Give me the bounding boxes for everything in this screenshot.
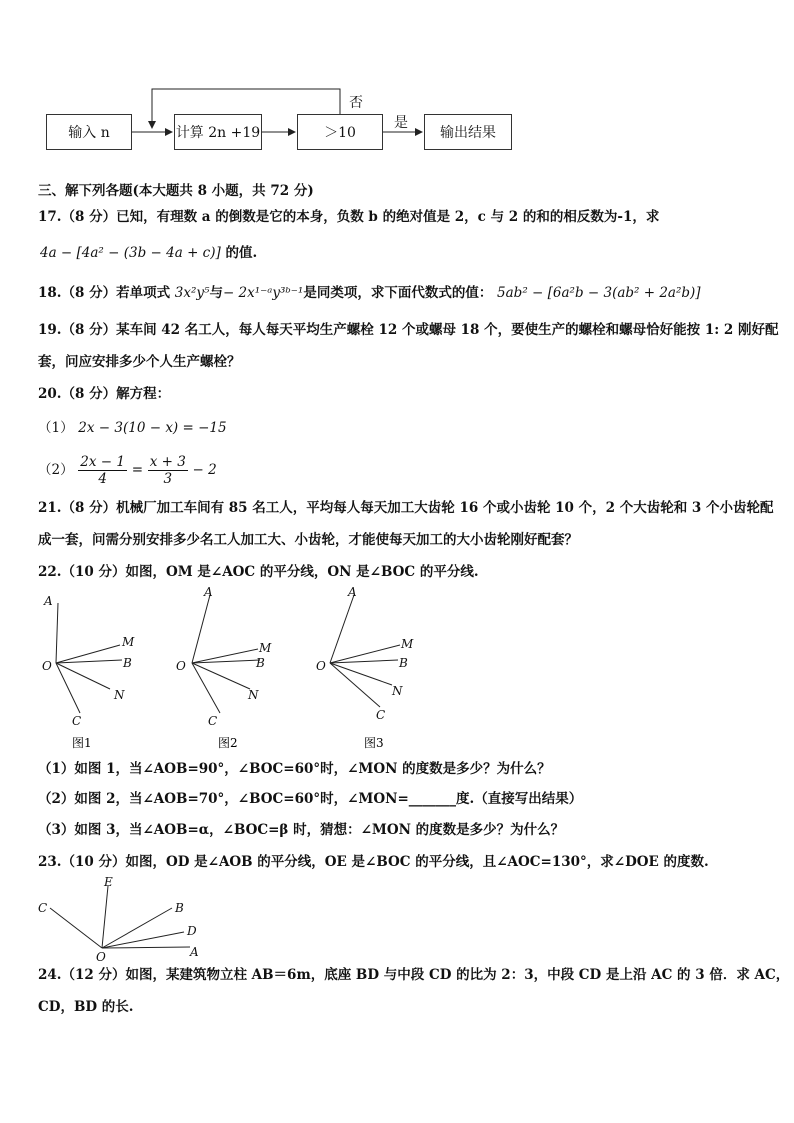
fig1-label-m: M xyxy=(122,635,135,649)
q24-line1: 24.（12 分）如图，某建筑物立柱 AB＝6m，底座 BD 与中段 CD 的比为 2：3，中段 CD 是上沿 AC 的 3 倍．求 AC， xyxy=(38,967,790,983)
q22-line1: 22.（10 分）如图，OM 是∠AOC 的平分线，ON 是∠BOC 的平分线. xyxy=(38,564,479,580)
q24-line2: CD，BD 的长. xyxy=(38,999,134,1015)
fig2-caption: 图2 xyxy=(218,736,238,750)
fig3-label-b: B xyxy=(399,656,408,670)
flow-condition-text: ＞10 xyxy=(324,125,356,141)
q18-expr: 5ab² − [6a²b − 3(ab² + 2a²b)] xyxy=(497,285,701,301)
q18-after: 是同类项，求下面代数式的值： xyxy=(303,285,493,301)
q20-frac2-num: x + 3 xyxy=(149,454,186,470)
q22-figures xyxy=(30,585,450,755)
fig3-label-n: N xyxy=(392,684,403,698)
flow-output-text: 输出结果 xyxy=(440,125,496,141)
q20-frac2-den: 3 xyxy=(163,471,173,487)
fig1-label-o: O xyxy=(42,659,52,673)
fig2-label-o: O xyxy=(176,659,186,673)
fig2-label-c: C xyxy=(208,714,218,728)
q22-sub1: （1）如图 1，当∠AOB=90°，∠BOC=60°时，∠MON 的度数是多少？为什么？ xyxy=(38,761,551,777)
q20-frac2 xyxy=(148,454,188,487)
q17-expr: 4a − [4a² − (3b − 4a + c)] xyxy=(40,245,221,261)
q20-frac1 xyxy=(78,454,127,487)
q22-figure-3 xyxy=(330,595,400,707)
q21-line2: 成一套，问需分别安排多少名工人加工大、小齿轮，才能使每天加工的大小齿轮刚好配套？ xyxy=(38,532,578,548)
q20-part1 xyxy=(38,419,227,437)
q20-p2-label: （2） xyxy=(38,462,74,478)
q20-eq: = xyxy=(131,462,143,478)
q23-label-e: E xyxy=(104,875,113,889)
q20-part2 xyxy=(38,452,217,488)
fig1-caption: 图1 xyxy=(72,736,92,750)
q23-figure xyxy=(30,872,230,962)
fig2-label-m: M xyxy=(259,641,272,655)
q18-prefix: 18.（8 分）若单项式 xyxy=(38,285,171,301)
fig2-label-b: B xyxy=(256,656,265,670)
fig1-label-c: C xyxy=(72,714,82,728)
q23-label-b: B xyxy=(175,901,184,915)
q23-label-c: C xyxy=(38,901,48,915)
flow-input-text: 输入 n xyxy=(68,125,110,141)
section-heading: 三、解下列各题(本大题共 8 小题，共 72 分) xyxy=(38,183,314,199)
fig3-label-m: M xyxy=(401,637,414,651)
q18-mid: 与 xyxy=(209,285,223,301)
q20-p1-expr: 2x − 3(10 − x) = −15 xyxy=(78,420,227,436)
q23-label-o: O xyxy=(96,950,106,962)
q20-line1: 20.（8 分）解方程： xyxy=(38,386,171,402)
q18-line xyxy=(38,284,701,302)
fig3-label-a: A xyxy=(348,585,357,599)
flow-compute-text: 计算 2n +19 xyxy=(175,125,261,141)
q20-p1-label: （1） xyxy=(38,420,74,436)
q17-suffix: 的值. xyxy=(225,245,258,261)
q23-label-a: A xyxy=(190,945,199,959)
fig1-label-n: N xyxy=(114,688,125,702)
q22-sub2: （2）如图 2，当∠AOB=70°，∠BOC=60°时，∠MON=_______度.（直接写出结果） xyxy=(38,791,583,807)
fig1-label-a: A xyxy=(44,594,53,608)
fig1-label-b: B xyxy=(123,656,132,670)
fig3-label-c: C xyxy=(376,708,386,722)
q21-line1: 21.（8 分）机械厂加工车间有 85 名工人，平均每人每天加工大齿轮 16 个或小齿轮 10 个，2 个大齿轮和 3 个小齿轮配 xyxy=(38,500,774,516)
q17-line2 xyxy=(40,244,257,262)
q19-line1: 19.（8 分）某车间 42 名工人，每人每天平均生产螺栓 12 个或螺母 18 个，要使生产的螺栓和螺母恰好能按 1: 2 刚好配 xyxy=(38,322,779,338)
flow-yes-label: 是 xyxy=(394,115,408,131)
flow-no-label: 否 xyxy=(349,95,363,111)
q23-line1: 23.（10 分）如图，OD 是∠AOB 的平分线，OE 是∠BOC 的平分线，且∠AOC=130°，求∠DOE 的度数. xyxy=(38,854,709,870)
q23-label-d: D xyxy=(187,924,197,938)
q18-mono1: 3x²y⁵ xyxy=(174,285,210,301)
fig2-label-a: A xyxy=(204,585,213,599)
q19-line2: 套，问应安排多少个人生产螺栓？ xyxy=(38,354,241,370)
q20-tail: − 2 xyxy=(192,462,217,478)
fig3-caption: 图3 xyxy=(364,736,384,750)
fig2-label-n: N xyxy=(248,688,259,702)
q22-figure-1 xyxy=(56,603,122,713)
arrow-loop-back xyxy=(152,89,340,128)
q20-frac1-den: 4 xyxy=(98,471,107,487)
q20-frac1-num: 2x − 1 xyxy=(80,454,125,470)
fig3-label-o: O xyxy=(316,659,326,673)
q17-line1: 17.（8 分）已知，有理数 a 的倒数是它的本身，负数 b 的绝对值是 2，c 与 2 的和的相反数为-1，求 xyxy=(38,209,660,225)
q22-sub3: （3）如图 3，当∠AOB=α，∠BOC=β 时，猜想：∠MON 的度数是多少？为什么？ xyxy=(38,822,565,838)
q18-mono2: − 2x¹⁻ᵃy³ᵇ⁻¹ xyxy=(222,285,304,301)
